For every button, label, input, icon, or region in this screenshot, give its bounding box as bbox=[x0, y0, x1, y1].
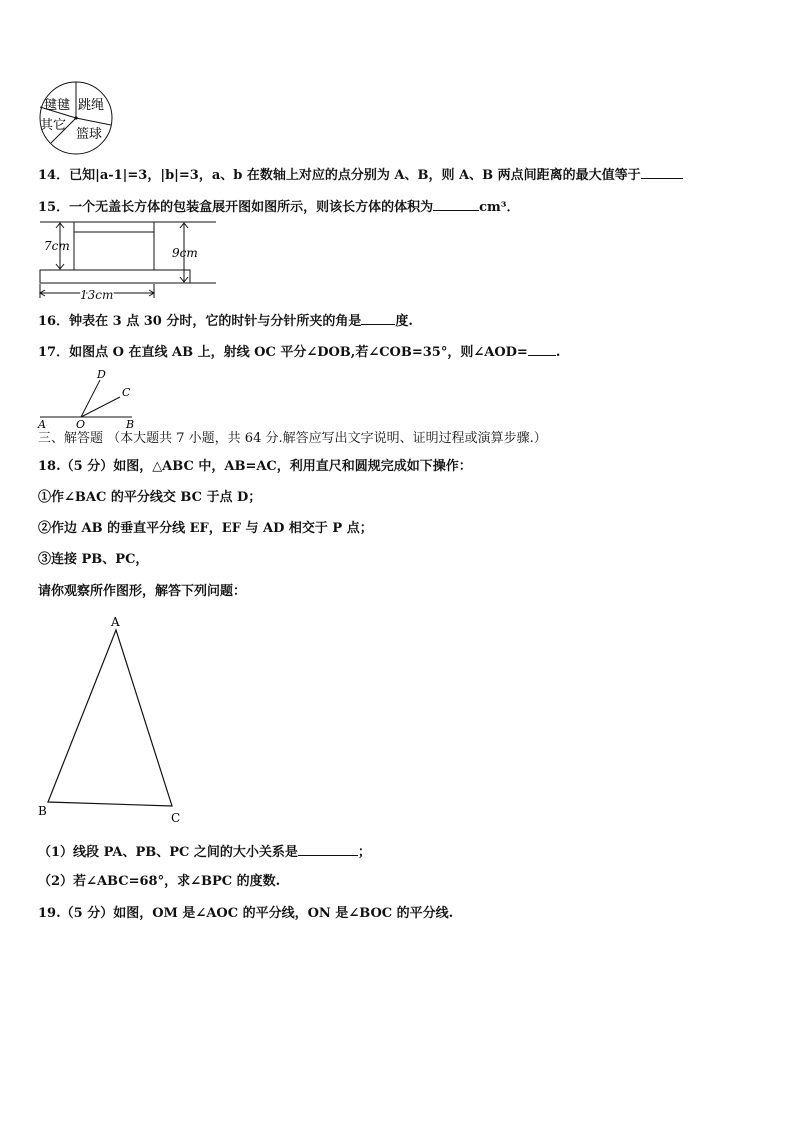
question-14 bbox=[38, 166, 683, 185]
answer-blank-16[interactable] bbox=[361, 312, 395, 325]
ray-oc bbox=[81, 397, 120, 417]
question-18-step-3-text: ③连接 PB、PC， bbox=[38, 552, 149, 567]
question-16-text: 16．钟表在 3 点 30 分时，它的时针与分针所夹的角是 bbox=[38, 314, 362, 329]
triangle-abc-figure bbox=[36, 612, 186, 827]
question-15 bbox=[38, 198, 519, 217]
question-18-step-2 bbox=[38, 520, 373, 538]
vertex-label-b: B bbox=[38, 804, 47, 818]
triangle-abc bbox=[48, 630, 172, 806]
question-18-intro-text: 18.（5 分）如图，△ABC 中，AB=AC，利用直尺和圆规完成如下操作： bbox=[38, 459, 472, 474]
question-17 bbox=[38, 343, 560, 362]
box-net-label-9cm: 9cm bbox=[172, 246, 198, 260]
question-16 bbox=[38, 312, 413, 331]
question-18-sub-1-after: ； bbox=[357, 845, 371, 860]
box-net-figure bbox=[36, 220, 216, 302]
pie-label-qita: 其它 bbox=[40, 118, 67, 133]
question-15-unit: cm³． bbox=[479, 200, 520, 215]
question-14-text: 14．已知|a-1|=3，|b|=3，a、b 在数轴上对应的点分别为 A、B，则 A、B 两点间距离的最大值等于 bbox=[38, 168, 641, 183]
question-15-text: 15．一个无盖长方体的包装盒展开图如图所示，则该长方体的体积为 bbox=[38, 200, 434, 215]
answer-blank-17[interactable] bbox=[528, 343, 556, 356]
question-18-intro bbox=[38, 458, 472, 476]
pie-center-dot bbox=[74, 116, 77, 119]
angle-figure bbox=[36, 366, 136, 430]
question-16-text-after: 度. bbox=[395, 314, 413, 329]
answer-blank-18-1[interactable] bbox=[298, 843, 358, 856]
box-net-label-7cm: 7cm bbox=[44, 239, 70, 253]
question-17-text: 17．如图点 O 在直线 AB 上，射线 OC 平分∠DOB,若∠COB=35°，则∠AOD= bbox=[38, 345, 528, 360]
question-18-sub-2 bbox=[38, 873, 280, 891]
pie-divider-4 bbox=[76, 118, 111, 125]
question-18-step-1 bbox=[38, 489, 261, 507]
question-18-step-3 bbox=[38, 551, 148, 569]
question-18-step-1-text: ①作∠BAC 的平分线交 BC 于点 D； bbox=[38, 490, 262, 505]
pie-label-jianzi: 毽毽 bbox=[44, 98, 71, 113]
pie-label-tiaosheng: 跳绳 bbox=[78, 98, 105, 113]
question-18-sub-2-text: （2）若∠ABC=68°，求∠BPC 的度数. bbox=[38, 874, 281, 889]
question-18-observe bbox=[38, 583, 246, 601]
vertex-label-a: A bbox=[111, 615, 120, 629]
section-3-text: 三、解答题 （本大题共 7 小题，共 64 分.解答应写出文字说明、证明过程或演算步骤.） bbox=[38, 431, 547, 446]
point-label-b: B bbox=[126, 418, 135, 431]
point-label-o: O bbox=[76, 418, 86, 431]
point-label-c: C bbox=[122, 386, 131, 399]
question-19 bbox=[38, 905, 453, 923]
vertex-label-c: C bbox=[171, 811, 181, 825]
question-18-sub-1 bbox=[38, 843, 371, 862]
pie-chart-figure bbox=[36, 85, 120, 157]
question-18-observe-text: 请你观察所作图形，解答下列问题： bbox=[38, 584, 247, 599]
answer-blank-15[interactable] bbox=[433, 198, 479, 211]
question-18-sub-1-text: （1）线段 PA、PB、PC 之间的大小关系是 bbox=[38, 845, 298, 860]
pie-label-lanqiu: 篮球 bbox=[76, 127, 103, 142]
point-label-d: D bbox=[97, 368, 106, 381]
section-3-heading bbox=[38, 430, 547, 448]
question-18-step-2-text: ②作边 AB 的垂直平分线 EF，EF 与 AD 相交于 P 点； bbox=[38, 521, 373, 536]
question-17-text-after: . bbox=[555, 345, 561, 360]
ray-od bbox=[81, 380, 100, 417]
answer-blank-14[interactable] bbox=[641, 166, 683, 179]
box-net-label-13cm: 13cm bbox=[80, 288, 114, 302]
question-19-text: 19.（5 分）如图，OM 是∠AOC 的平分线，ON 是∠BOC 的平分线. bbox=[38, 906, 454, 921]
point-label-a: A bbox=[38, 418, 46, 431]
box-net-center-rect bbox=[74, 232, 154, 270]
